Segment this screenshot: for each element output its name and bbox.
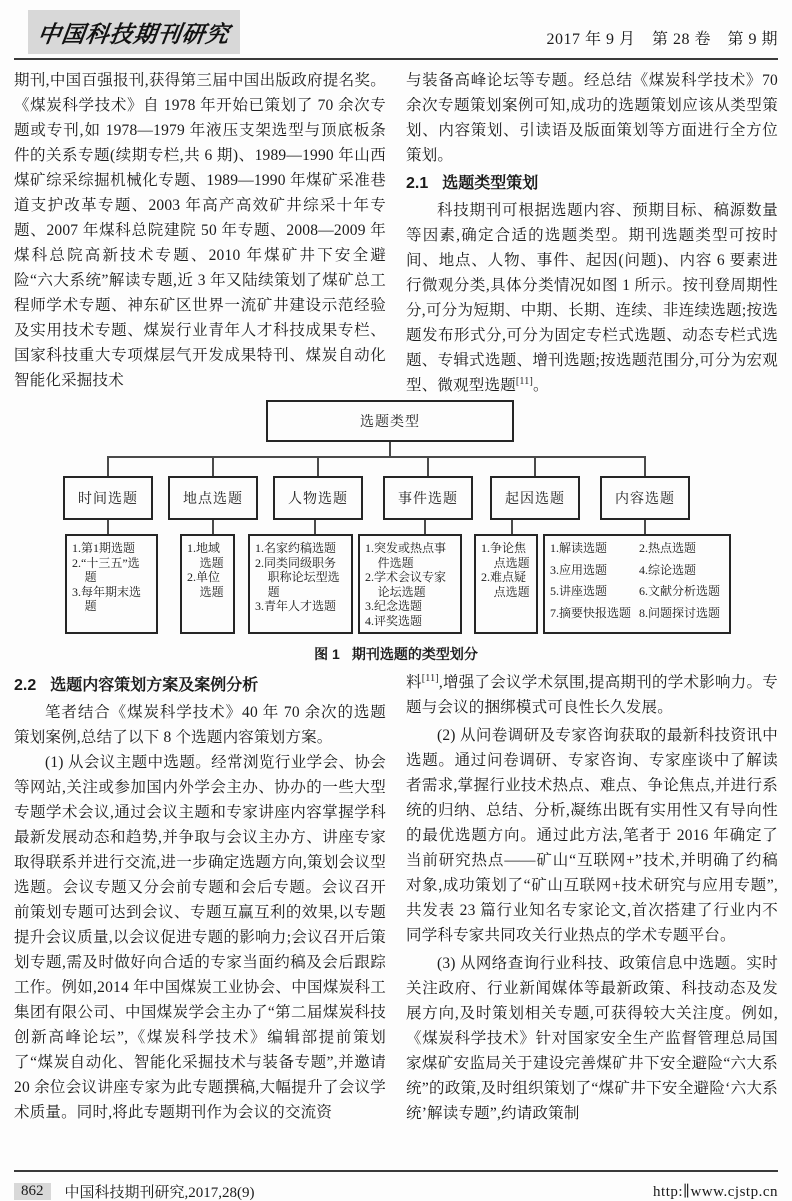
list-item: 1.第1期选题 <box>72 541 136 555</box>
connector-line <box>107 520 109 534</box>
paragraph-text: 。 <box>533 377 549 394</box>
paragraph: (1) 从会议主题中选题。经常浏览行业学会、协会等网站,关注或参加国内外学会主办、协办的一些大型专题学术会议,通过会议主题和专家讲座内容掌握学科最新发展动态和趋势,并争取与会议主办方、讲座专家取得联系并进行交流,进一步确定选题方向,策划会议型选题。会议专题又分会前专题和会后专题。会议召开前策划专题可达到会议、专题互赢互利的效果,以专题提升会议质量,以会议促进专题的影响力;会议召开后策划专题,需及时做好向合适的专家当面约稿及会后跟踪工作。例如,2014 年中国煤炭工业协会、中国煤炭科工集团有限公司、中国煤炭学会主办了“第二届煤炭科技创新高峰论坛”,《煤炭科学技术》编辑部提前策划了“煤炭自动化、智能化采掘技术与装备专题”,并邀请 20 余位会议讲座专家为此专题撰稿,大幅提升了会议学术质量。同时,将此专题期刊作为会议的交流资 <box>14 754 386 1121</box>
connector-line <box>314 520 316 534</box>
section-heading-2-1 <box>406 171 778 196</box>
figure-leaf-box-person <box>248 534 353 634</box>
list-item: 3.青年人才选题 <box>255 599 337 614</box>
figure-leaf-box-event <box>358 534 462 634</box>
connector-line <box>107 456 109 476</box>
list-item: 3.纪念选题 <box>365 599 423 614</box>
page-number: 862 <box>14 1183 51 1200</box>
list-item: 4.评奖选题 <box>365 613 423 628</box>
left-column-top <box>14 68 386 398</box>
connector-line <box>644 456 646 476</box>
section-title: 选题类型策划 <box>442 175 539 192</box>
paragraph: 期刊,中国百强报刊,获得第三届中国出版政府提名奖。《煤炭科学技术》自 1978 年开始已策划了 70 余次专题或专刊,如 1978—1979 年液压支架选型与顶底板条件的关系专题(续期专栏,共 6 期)、1989—1990 年山西煤矿综采综掘机械化专题、1989—1990 年煤矿采准巷道支护改革专题、2003 年高产高效矿井综采十年专题、2007 年煤科总院建院 50 年专题、2008—2009 年煤科总院高新技术专题、2010 年煤矿井下安全避险“六大系统”解读专题,近 3 年又陆续策划了煤矿总工程师学术专题、神东矿区世界一流矿井建设示范经验及实用技术专题、煤炭行业青年人才科技成果专栏、国家科技重大专项煤层气开发成果特刊、煤炭自动化智能化采掘技术 <box>14 72 386 389</box>
list-item: 1.地域选题 <box>187 541 224 570</box>
right-column-top <box>406 68 778 398</box>
list-item: 1.名家约稿选题 <box>255 541 337 555</box>
list-item: 2.单位选题 <box>187 570 224 599</box>
figure-leaf-box-place <box>180 534 235 634</box>
connector-line <box>427 456 429 476</box>
figure-branch-box-cause: 起因选题 <box>490 476 580 520</box>
list-item: 2.热点选题 <box>639 541 697 555</box>
right-column-bottom <box>406 670 778 1164</box>
top-columns <box>0 60 792 398</box>
paragraph-text: ,增强了会议学术氛围,提高期刊的学术影响力。专题与会议的捆绑模式可良性长久发展。 <box>406 674 778 716</box>
issue-info: 2017 年 9 月 第 28 卷 第 9 期 <box>546 31 778 48</box>
page-header <box>14 0 778 60</box>
list-item: 6.文献分析选题 <box>639 584 721 598</box>
connector-line <box>212 520 214 534</box>
list-item: 2.难点疑点选题 <box>481 570 530 599</box>
list-item: 1.解读选题 <box>550 541 608 555</box>
list-item: 4.综论选题 <box>639 562 697 577</box>
list-item: 1.突发或热点事件选题 <box>365 541 447 570</box>
figure-branch-box-content: 内容选题 <box>600 476 690 520</box>
figure-leaf-box-time <box>65 534 158 634</box>
connector-line <box>389 442 391 456</box>
left-column-bottom <box>14 670 386 1164</box>
paragraph: (3) 从网络查询行业科技、政策信息中选题。实时关注政府、行业新闻媒体等最新政策、科技动态及发展方向,及时策划相关专题,可获得较大关注度。例如,《煤炭科学技术》针对国家安全生产监督管理总局国家煤矿安监局关于建设完善煤矿井下安全避险“六大系统”的政策,及时组织策划了“煤矿井下安全避险‘六大系统’解读专题”,约请政策制 <box>406 955 778 1122</box>
figure-branch-box-event: 事件选题 <box>383 476 473 520</box>
section-heading-2-2 <box>14 673 386 698</box>
list-item: 3.每年期末选题 <box>72 584 142 614</box>
connector-line <box>107 456 645 458</box>
reference-marker: [11] <box>421 672 439 684</box>
connector-line <box>317 456 319 476</box>
journal-logo-text: 中国科技期刊研究 <box>35 20 232 48</box>
page-footer <box>14 1170 778 1201</box>
figure-topic-types <box>0 398 792 664</box>
figure-branch-box-time: 时间选题 <box>63 476 153 520</box>
section-title: 选题内容策划方案及案例分析 <box>50 677 259 694</box>
connector-line <box>644 520 646 534</box>
paragraph-text: 科技期刊可根据选题内容、预期目标、稿源数量等因素,确定合适的选题类型。期刊选题类型可按时间、地点、人物、事件、起因(问题)、内容 6 要素进行微观分类,具体分类情况如图 1 所示。按刊登周期性分,可分为短期、中期、长期、连续、非连续选题;按选题发布形式分,可分为固定专栏式选题、动态专栏式选题、专辑式选题、增刊选题;按选题范围分,可分为宏观型、微观型选题 <box>406 202 778 394</box>
connector-line <box>511 520 513 534</box>
paragraph-text: 料 <box>406 674 422 691</box>
journal-logo <box>28 10 240 54</box>
section-number: 2.1 <box>406 175 429 192</box>
website-url: http:∥www.cjstp.cn <box>653 1184 778 1200</box>
figure-branch-box-place: 地点选题 <box>168 476 258 520</box>
list-item: 2.学术会议专家论坛选题 <box>365 570 447 599</box>
list-item: 3.应用选题 <box>550 562 608 577</box>
paragraph: (2) 从问卷调研及专家咨询获取的最新科技资讯中选题。通过问卷调研、专家咨询、专家座谈中了解读者需求,掌握行业技术热点、难点、争论焦点,并进行系统的归纳、总结、分析,凝练出既有实用性又有导向性的最优选题方向。通过此方法,笔者于 2016 年确定了当前研究热点——矿山“互联网+”技术,并明确了约稿对象,成功策划了“矿山互联网+技术研究与应用专题”,共发表 23 篇行业知名专家论文,首次搭建了行业内不同学科专家共同攻关行业热点的学术专题平台。 <box>406 727 778 944</box>
figure-leaf-box-cause <box>474 534 538 634</box>
figure-caption <box>0 644 792 664</box>
connector-line <box>534 456 536 476</box>
list-item: 5.讲座选题 <box>550 584 608 598</box>
figure-root-box: 选题类型 <box>266 400 514 442</box>
paragraph: 笔者结合《煤炭科学技术》40 年 70 余次的选题策划案例,总结了以下 8 个选题内容策划方案。 <box>14 704 386 746</box>
paragraph <box>406 670 778 720</box>
paragraph <box>406 198 778 398</box>
reference-marker: [11] <box>515 375 533 387</box>
list-item: 2.同类同级职务职称论坛型选题 <box>255 555 340 599</box>
paragraph: 与装备高峰论坛等专题。经总结《煤炭科学技术》70 余次专题策划案例可知,成功的选题策划应该从类型策划、内容策划、引读语及版面策划等方面进行全方位策划。 <box>406 72 778 164</box>
bottom-columns <box>0 664 792 1164</box>
figure-leaf-box-content <box>543 534 731 634</box>
figure-caption-title: 期刊选题的类型划分 <box>351 646 478 662</box>
list-item: 8.问题探讨选题 <box>639 605 721 620</box>
list-item: 1.争论焦点选题 <box>481 541 530 570</box>
list-item: 2.“十三五”选题 <box>72 555 140 585</box>
connector-line <box>424 520 426 534</box>
journal-citation: 中国科技期刊研究,2017,28(9) <box>64 1185 255 1201</box>
figure-caption-label: 图 1 <box>314 646 340 662</box>
figure-branch-box-person: 人物选题 <box>273 476 363 520</box>
connector-line <box>212 456 214 476</box>
list-item: 7.摘要快报选题 <box>550 605 632 620</box>
section-number: 2.2 <box>14 677 37 694</box>
